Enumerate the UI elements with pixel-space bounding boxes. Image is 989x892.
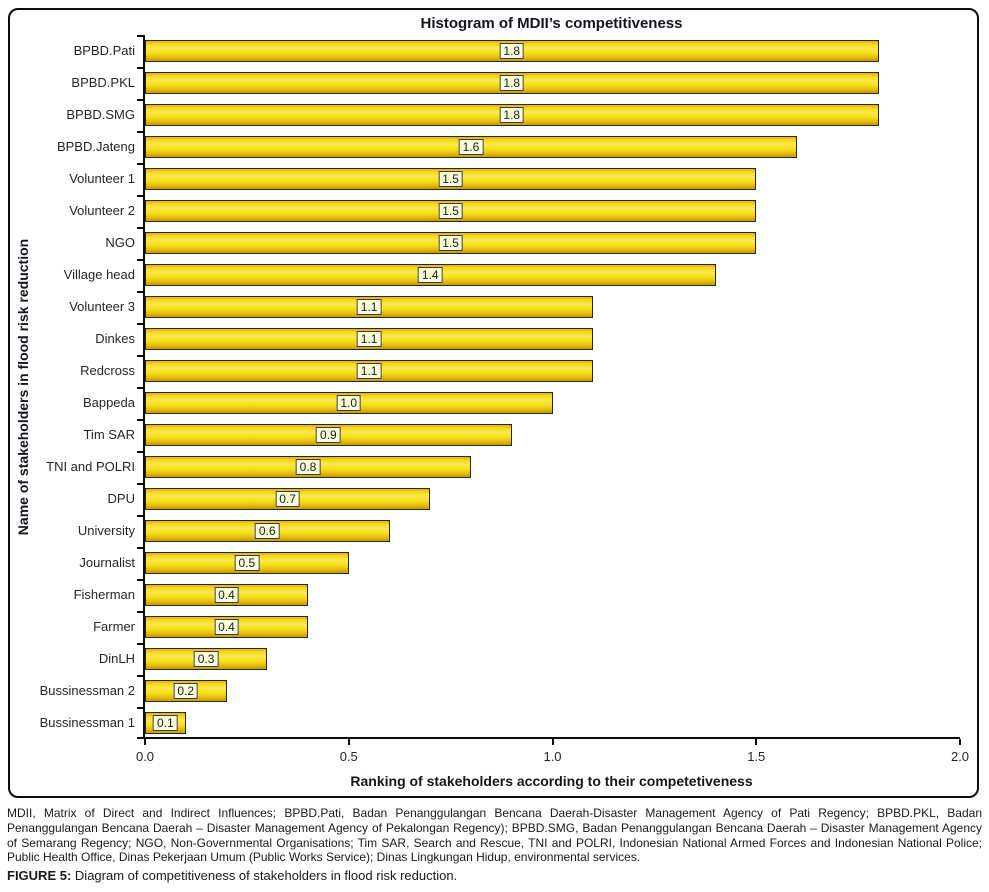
category-label: Volunteer 3 (69, 299, 135, 314)
category-label: Farmer (93, 619, 135, 634)
bar-value-label: 0.3 (194, 651, 219, 667)
y-axis-tick (137, 707, 145, 709)
bar (145, 200, 756, 222)
bar-value-label: 1.5 (438, 203, 463, 219)
bar-value-label: 1.8 (499, 107, 524, 123)
bar (145, 360, 593, 382)
bar-value-label: 0.4 (214, 587, 239, 603)
category-label: BPBD.PKL (71, 75, 135, 90)
figure-caption-text: Diagram of competitiveness of stakeholders in flood risk reduction. (74, 868, 458, 883)
bar-value-label: 1.5 (438, 235, 463, 251)
y-axis-tick (137, 355, 145, 357)
y-axis-tick (137, 227, 145, 229)
bar-value-label: 0.9 (316, 427, 341, 443)
y-axis-tick (137, 99, 145, 101)
bar-value-label: 0.2 (173, 683, 198, 699)
category-label: University (77, 523, 135, 538)
y-axis-tick (137, 291, 145, 293)
y-axis-tick (137, 195, 145, 197)
y-axis-tick (137, 451, 145, 453)
x-axis-tick (959, 739, 961, 745)
category-label: NGO (105, 235, 135, 250)
x-axis-tick-label: 1.0 (543, 749, 562, 764)
bar-row (93, 611, 960, 643)
plot-area (39, 35, 970, 764)
bar-value-label: 0.7 (275, 491, 300, 507)
bar (145, 616, 308, 638)
bar (145, 552, 349, 574)
bar-value-label: 0.8 (296, 459, 321, 475)
bar (145, 680, 227, 702)
category-label: Redcross (80, 363, 135, 378)
y-axis-tick (137, 259, 145, 261)
y-axis-tick (137, 131, 145, 133)
bar (145, 456, 471, 478)
bar-value-label: 0.4 (214, 619, 239, 635)
bar-row (71, 67, 960, 99)
y-axis-tick (137, 419, 145, 421)
bar-row (73, 579, 960, 611)
bar (145, 104, 879, 126)
bar-value-label: 1.1 (357, 299, 382, 315)
y-axis-tick (137, 579, 145, 581)
category-label: DPU (107, 491, 135, 506)
x-axis-tick-label: 2.0 (950, 749, 970, 764)
footnote: MDII, Matrix of Direct and Indirect Influences; BPBD.Pati, Badan Penanggulangan Bencana Daerah-Disaster Management Agency of Pati Regency; BPBD.PKL, Badan Penanggulangan Bencana Daerah – Disaster Management Agency of Pekalongan Regency); BPBD.SMG, Badan Penanggulangan Bencana Daerah – Disaster Management Agency of Semarang Regency; NGO, Non-Governmental Organisations; Tim SAR, Search and Rescue, TNI and POLRI, Indonesian National Armed Forces and Indonesian National Police; Public Health Office, Dinas Pekerjaan Umum (Public Works Service); Dinas Lingkungan Hidup, environmental services. (7, 806, 982, 865)
bar-value-label: 1.0 (336, 395, 361, 411)
y-axis-tick (137, 387, 145, 389)
bar-row (69, 163, 960, 195)
bar (145, 296, 593, 318)
figure-caption (7, 868, 982, 883)
bar (145, 328, 593, 350)
bar-row (95, 323, 960, 355)
bar-row (79, 547, 960, 579)
bar-value-label: 1.8 (499, 75, 524, 91)
bar-value-label: 1.5 (438, 171, 463, 187)
category-label: TNI and POLRI (46, 459, 135, 474)
bar (145, 392, 553, 414)
bar-row (98, 643, 960, 675)
category-label: BPBD.Pati (73, 43, 135, 58)
bar-row (39, 675, 960, 707)
bar-row (39, 707, 960, 739)
y-axis-tick (137, 163, 145, 165)
bar-row (107, 483, 960, 515)
y-axis-title: Name of stakeholders in flood risk reduction (15, 238, 31, 536)
bar-row (69, 291, 960, 323)
bar (145, 712, 186, 734)
bar-row (46, 451, 960, 483)
bar (145, 136, 797, 158)
bar-value-label: 0.6 (255, 523, 280, 539)
bar-value-label: 1.1 (357, 363, 382, 379)
figure-caption-label: FIGURE 5: (7, 868, 72, 883)
category-label: Volunteer 1 (69, 171, 135, 186)
bar (145, 72, 879, 94)
category-label: Fisherman (73, 587, 135, 602)
bar-value-label: 1.4 (418, 267, 443, 283)
chart-title: Histogram of MDII’s competitiveness (420, 15, 683, 32)
x-axis-tick (552, 739, 554, 745)
x-axis-tick-label: 0.5 (339, 749, 358, 764)
category-label: Village head (63, 267, 135, 282)
x-axis-title: Ranking of stakeholders according to their competetiveness (350, 773, 753, 789)
bar (145, 40, 879, 62)
bar-row (77, 515, 960, 547)
bar-row (66, 99, 960, 131)
bar (145, 232, 756, 254)
bar (145, 168, 756, 190)
bar (145, 648, 267, 670)
bar-value-label: 0.1 (153, 715, 178, 731)
bar-value-label: 1.6 (459, 139, 484, 155)
bar-row (80, 355, 960, 387)
bar-row (83, 419, 960, 451)
y-axis-tick (137, 515, 145, 517)
y-axis-tick (137, 611, 145, 613)
bar-value-label: 0.5 (235, 555, 260, 571)
category-label: Volunteer 2 (69, 203, 135, 218)
bar-row (56, 131, 960, 163)
category-label: Dinkes (95, 331, 135, 346)
chart-frame (8, 8, 979, 798)
category-label: Bussinessman 2 (39, 683, 135, 698)
x-axis-tick-label: 1.5 (747, 749, 766, 764)
category-label: Journalist (79, 555, 135, 570)
bar-row (69, 195, 960, 227)
category-label: BPBD.Jateng (56, 139, 135, 154)
x-axis-tick (348, 739, 350, 745)
bar-value-label: 1.8 (499, 43, 524, 59)
bar (145, 520, 390, 542)
y-axis-tick (137, 323, 145, 325)
bar-row (105, 227, 960, 259)
y-axis-tick (137, 643, 145, 645)
category-label: Bappeda (82, 395, 135, 410)
category-label: Tim SAR (83, 427, 135, 442)
bar (145, 584, 308, 606)
category-label: DinLH (98, 651, 135, 666)
bar (145, 488, 430, 510)
x-axis-tick (755, 739, 757, 745)
y-axis-tick (137, 483, 145, 485)
bar-row (82, 387, 960, 419)
category-label: Bussinessman 1 (39, 715, 135, 730)
y-axis-tick (137, 35, 145, 37)
bar-row (73, 35, 960, 67)
bar-value-label: 1.1 (357, 331, 382, 347)
x-axis-tick-label: 0.0 (135, 749, 155, 764)
bar (145, 264, 716, 286)
y-axis-tick (137, 67, 145, 69)
x-axis-tick (144, 739, 146, 745)
bar-row (63, 259, 960, 291)
bar (145, 424, 512, 446)
y-axis-tick (137, 675, 145, 677)
y-axis-tick (137, 547, 145, 549)
category-label: BPBD.SMG (66, 107, 135, 122)
